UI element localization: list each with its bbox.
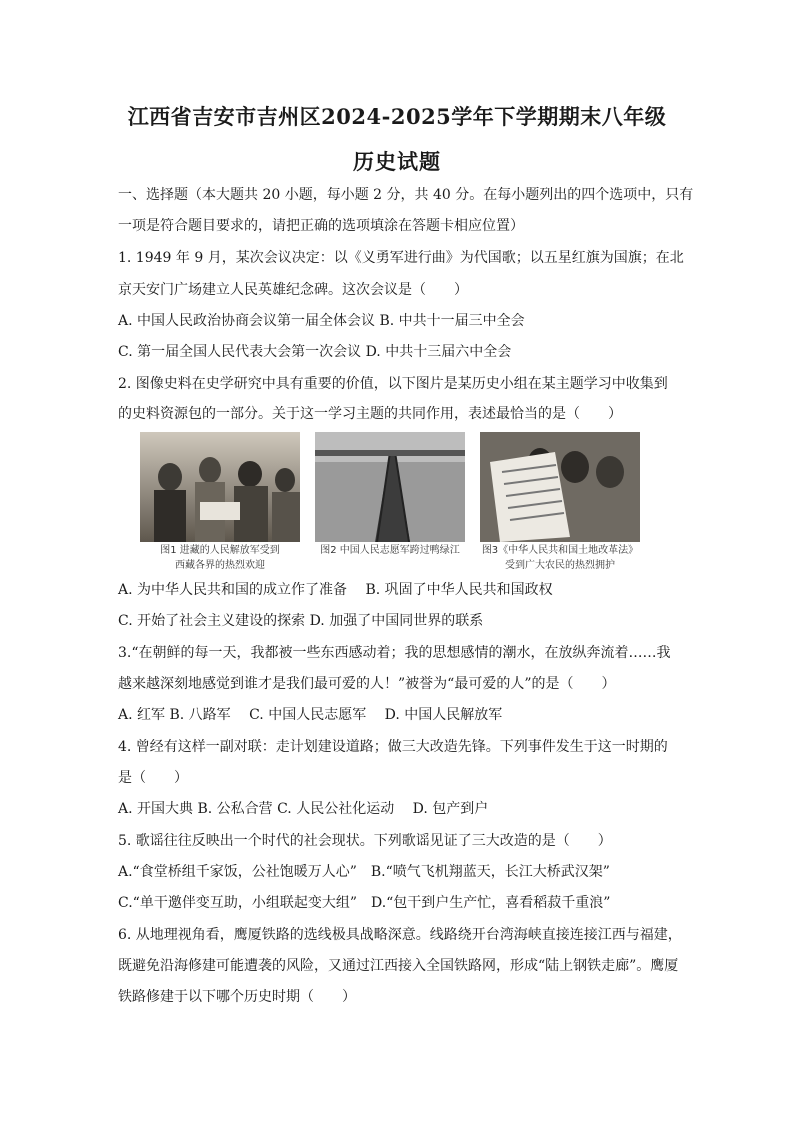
q5-stem: 5. 歌谣往往反映出一个时代的社会现状。下列歌谣见证了三大改造的是（ ） [118,833,612,849]
figure-3-caption: 图3《中华人民共和国土地改革法》 [481,545,639,556]
q2-stem-cont: 的史料资源包的一部分。关于这一学习主题的共同作用，表述最恰当的是（ ） [118,406,622,422]
q4-options: A. 开国大典 B. 公私合营 C. 人民公社化运动 D. 包产到户 [118,801,489,817]
figure-3 [480,432,640,572]
section-instruction: 一、选择题（本大题共 20 小题，每小题 2 分，共 40 分。在每小题列出的四个选项中，只有 [118,187,694,203]
exam-title: 江西省吉安市吉州区2024-2025学年下学期期末八年级 [127,104,667,129]
q6-stem-cont: 既避免沿海修建可能遭袭的风险，又通过江西接入全国铁路网，形成“陆上钢铁走廊”。鹰厦 [118,958,679,974]
q6-stem: 6. 从地理视角看，鹰厦铁路的选线极具战略深意。线路绕开台湾海峡直接连接江西与福建， [118,927,682,943]
q1-options-ab: A. 中国人民政治协商会议第一届全体会议 B. 中共十一届三中全会 [118,313,525,329]
figure-1 [140,432,300,572]
q2-stem: 2. 图像史料在史学研究中具有重要的价值，以下图片是某历史小组在某主题学习中收集到 [118,376,668,392]
q4-stem-cont: 是（ ） [118,770,188,786]
q5-options-cd: C.“单干邀伴变互助，小组联起变大组” D.“包干到户生产忙，喜看稻菽千重浪” [118,895,611,911]
q5-options-ab: A.“食堂桥组千家饭，公社饱暖万人心” B.“喷气飞机翔蓝天，长江大桥武汉架” [118,864,610,880]
figure-2-caption: 图2 中国人民志愿军跨过鸭绿江 [320,545,460,556]
figure-2 [315,432,465,557]
figure-1-caption: 图1 进藏的人民解放军受到 [160,545,280,556]
figure-1-caption-cont: 西藏各界的热烈欢迎 [175,560,265,571]
q2-options-cd: C. 开始了社会主义建设的探索 D. 加强了中国同世界的联系 [118,613,484,629]
q2-figures [140,432,640,577]
figure-3-caption-cont: 受到广大农民的热烈拥护 [505,560,615,571]
q4-stem: 4. 曾经有这样一副对联：走计划建设道路；做三大改造先锋。下列事件发生于这一时期的 [118,739,668,755]
section-instruction-cont: 一项是符合题目要求的，请把正确的选项填涂在答题卡相应位置） [118,218,524,234]
q1-stem: 1. 1949 年 9 月，某次会议决定：以《义勇军进行曲》为代国歌；以五星红旗为国旗；在北 [118,250,684,266]
exam-subject: 历史试题 [353,149,441,174]
q1-options-cd: C. 第一届全国人民代表大会第一次会议 D. 中共十三届六中全会 [118,344,512,360]
q2-options-ab: A. 为中华人民共和国的成立作了准备 B. 巩固了中华人民共和国政权 [118,582,553,598]
q3-stem-cont: 越来越深刻地感觉到谁才是我们最可爱的人！”被誉为“最可爱的人”的是（ ） [118,676,616,692]
figure-2-photo [315,432,465,542]
q3-stem: 3.“在朝鲜的每一天，我都被一些东西感动着；我的思想感情的潮水，在放纵奔流着……我 [118,645,671,661]
figure-1-photo [140,432,300,542]
figure-3-photo [480,432,640,542]
q6-stem-end: 铁路修建于以下哪个历史时期（ ） [118,989,356,1005]
q1-stem-cont: 京天安门广场建立人民英雄纪念碑。这次会议是（ ） [118,282,468,298]
q3-options: A. 红军 B. 八路军 C. 中国人民志愿军 D. 中国人民解放军 [118,707,503,723]
